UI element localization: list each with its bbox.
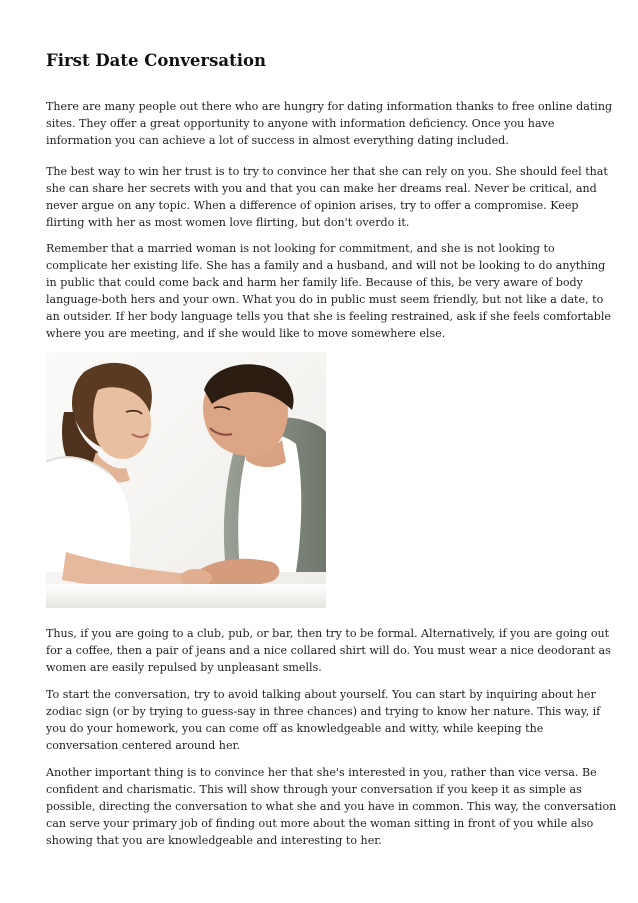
text-line: where you are meeting, and if she would like to move somewhere else. xyxy=(46,326,446,340)
paragraph-3 xyxy=(46,241,611,342)
text-line: Remember that a married woman is not looking for commitment, and she is not looking to xyxy=(46,242,555,255)
text-line: To start the conversation, try to avoid talking about yourself. You can start by inquiring about her xyxy=(46,688,596,701)
text-line: The best way to win her trust is to try to convince her that she can rely on you. She should feel that xyxy=(46,165,608,178)
page-title: First Date Conversation xyxy=(46,51,266,70)
text-line: flirting with her as most women love flirting, but don't overdo it. xyxy=(46,215,410,229)
text-line: sites. They offer a great opportunity to anyone with information deficiency. Once you have xyxy=(46,116,555,130)
paragraph-5 xyxy=(46,687,601,755)
text-line: women are easily repulsed by unpleasant smells. xyxy=(46,660,322,674)
text-line: language-both hers and your own. What you do in public must seem friendly, but not like a date, to xyxy=(46,292,604,306)
text-line: Thus, if you are going to a club, pub, or bar, then try to be formal. Alternatively, if you are going out xyxy=(46,627,610,640)
couple-photo xyxy=(46,352,326,608)
text-line: complicate her existing life. She has a family and a husband, and will not be looking to do anything xyxy=(46,258,606,272)
text-line: possible, directing the conversation to what she and you have in common. This way, the conversation xyxy=(46,799,617,813)
text-line: an outsider. If her body language tells you that she is feeling restrained, ask if she feels comfortable xyxy=(46,309,611,323)
text-line: you do your homework, you can come off as knowledgeable and witty, while keeping the xyxy=(46,721,544,735)
text-line: conversation centered around her. xyxy=(46,738,241,752)
text-line: There are many people out there who are hungry for dating information thanks to free online dating xyxy=(46,100,613,113)
text-line: Another important thing is to convince her that she's interested in you, rather than vice versa. Be xyxy=(46,766,597,779)
text-line: can serve your primary job of finding out more about the woman sitting in front of you while also xyxy=(46,816,594,830)
paragraph-6 xyxy=(46,765,617,850)
paragraph-4 xyxy=(46,626,611,677)
text-line: she can share her secrets with you and that you can make her dreams real. Never be critical, and xyxy=(46,181,597,195)
text-line: confident and charismatic. This will show through your conversation if you keep it as simple as xyxy=(46,782,582,796)
text-line: in public that could come back and harm her family life. Because of this, be very aware of body xyxy=(46,275,583,289)
text-line: never argue on any topic. When a difference of opinion arises, try to offer a compromise. Keep xyxy=(46,198,579,212)
text-line: zodiac sign (or by trying to guess-say in three chances) and trying to know her nature. This way, if xyxy=(46,704,601,718)
paragraph-2 xyxy=(46,164,608,232)
text-line: showing that you are knowledgeable and interesting to her. xyxy=(46,833,382,847)
text-line: information you can achieve a lot of success in almost everything dating included. xyxy=(46,133,509,147)
paragraph-1 xyxy=(46,99,613,150)
text-line: for a coffee, then a pair of jeans and a nice collared shirt will do. You must wear a nice deodorant as xyxy=(46,643,611,657)
